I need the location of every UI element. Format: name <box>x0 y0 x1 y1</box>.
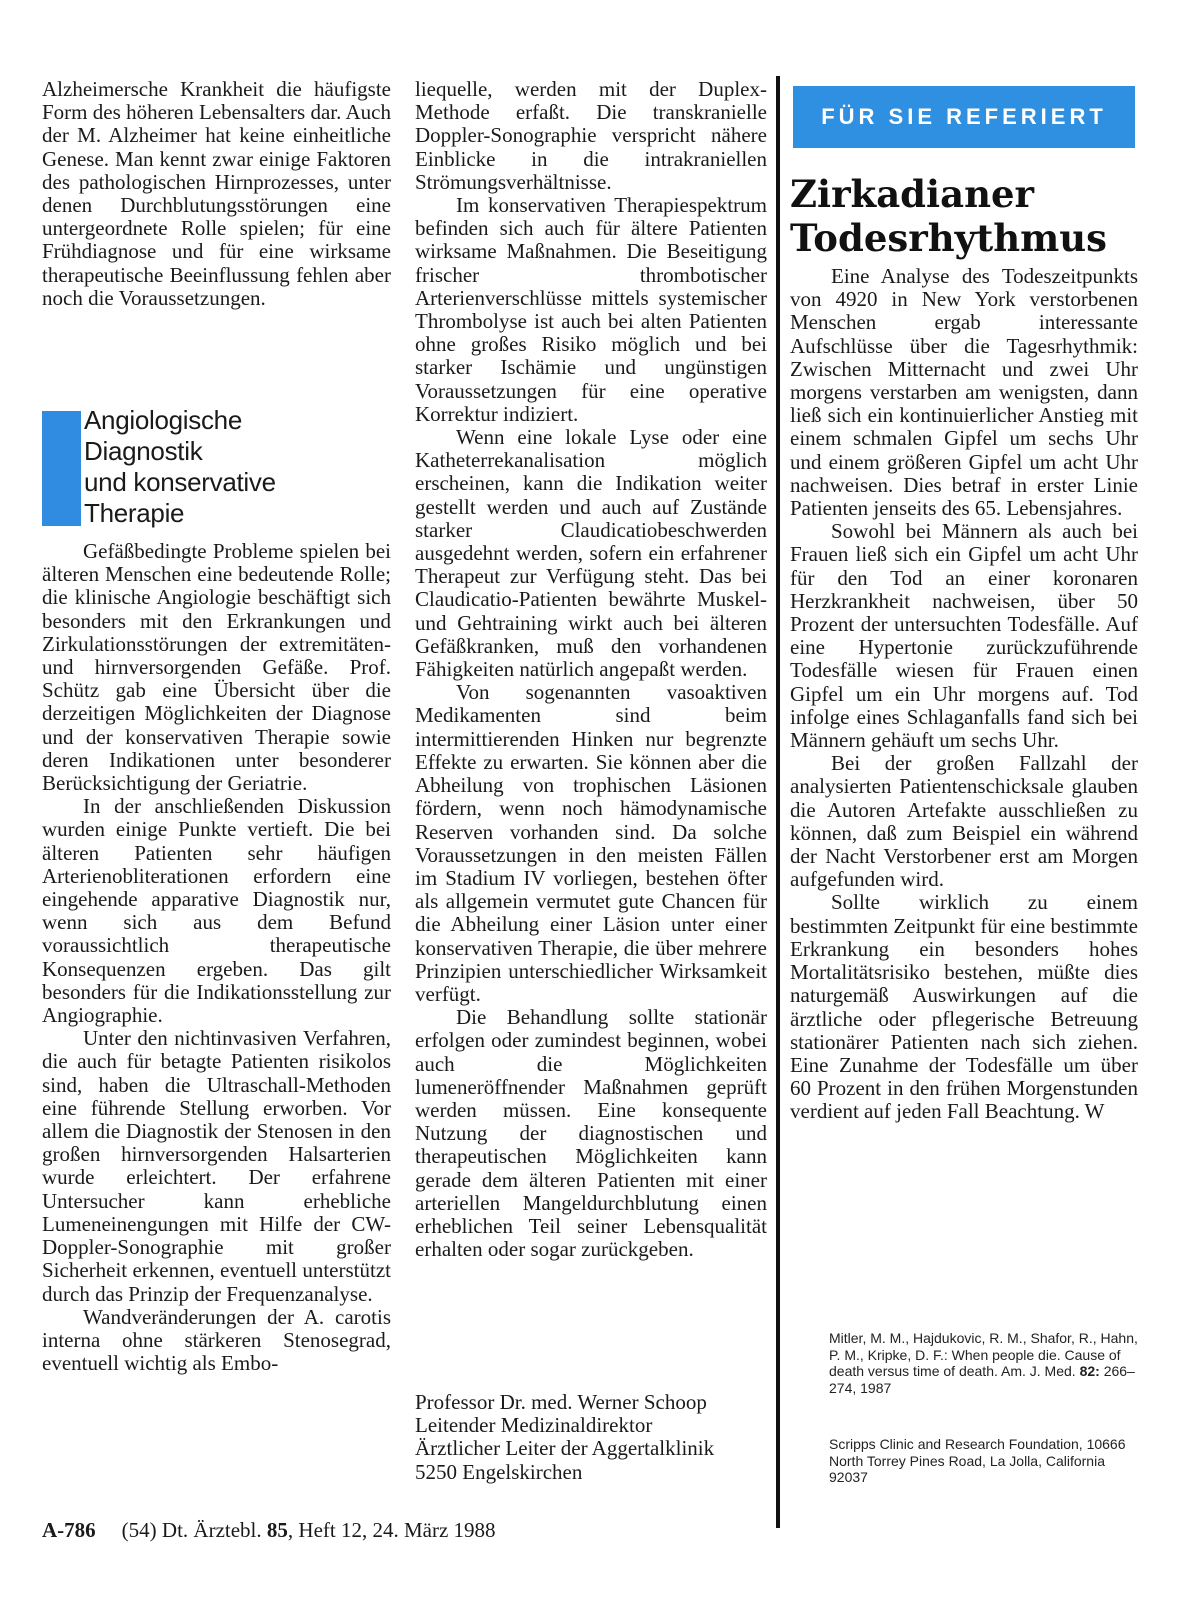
signature-line: Professor Dr. med. Werner Schoop <box>415 1390 707 1414</box>
body-paragraph: Von sogenannten vasoaktiven Medikamenten sind beim intermittierenden Hinken nur begrenzte Effekte zu erwarten. Sie können aber die Abheilung von trophischen Läsionen fördern, wenn noch hämodynamische Reserven vorhanden sind. Da solche Voraussetzungen in den meisten Fällen im Stadium IV vorliegen, bestehen öfter als allgemein vermutet gute Chancen für die Abheilung einer Läsion unter einer konservativen Therapie, die über mehrere Prinzipien unterschiedlicher Wirksamkeit verfügt. <box>415 680 767 1006</box>
reference-address: Scripps Clinic and Research Foundation, 10666 North Torrey Pines Road, La Jolla, California 92037 <box>829 1436 1126 1485</box>
body-paragraph: Bei der großen Fallzahl der analysierten Patientenschicksale glauben die Autoren Artefakte ausschließen zu können, daß zum Beispiel ein während der Nacht Verstorbener erst am Morgen aufgefunden wird. <box>790 751 1138 892</box>
article-headline <box>790 172 1140 260</box>
section-title-line: und konservative <box>84 467 276 497</box>
body-paragraph: Im konservativen Therapiespektrum befinden sich auch für ältere Patienten wirksame Maßnahmen. Die Beseitigung frischer thrombotischer Arterienverschlüsse mittels systemischer Thrombolyse ist auch bei alten Patienten ohne großes Risiko möglich und bei starker Ischämie und ungünstigen Voraussetzungen für eine operative Korrektur indiziert. <box>415 193 767 426</box>
signature-line: Leitender Medizinaldirektor <box>415 1413 653 1438</box>
body-paragraph: Wandveränderungen der A. carotis interna ohne stärkeren Stenosegrad, eventuell wichtig als Embo- <box>42 1304 391 1376</box>
journal-volume: 85 <box>266 1518 288 1542</box>
issue-date: , Heft 12, 24. März 1988 <box>287 1518 496 1542</box>
issue-number: (54) <box>121 1518 157 1542</box>
body-paragraph: In der anschließenden Diskussion wurden einige Punkte vertieft. Die bei älteren Patienten sehr häufigen Arterienobliterationen erfordern eine eingehende apparative Diagnostik nur, wenn sich aus dem Befund voraussichtlich therapeutische Konsequenzen ergeben. Das gilt besonders für die Indikationsstellung zur Angiographie. <box>42 794 391 1028</box>
body-paragraph: Sollte wirklich zu einem bestimmten Zeitpunkt für eine bestimmte Erkrankung ein besonders hohes Mortalitätsrisiko bestehen, müßte dies naturgemäß Auswirkungen auf die ärztliche oder pflegerische Betreuung stationärer Patienten nach sich ziehen. Eine Zunahme der Todesfälle um über 60 Prozent in den frühen Morgenstunden verdient auf jeden Fall Beachtung. W <box>790 890 1138 1124</box>
column-2 <box>415 78 767 1261</box>
column-1-body <box>42 540 391 1375</box>
citation-text: Mitler, M. M., Hajdukovic, R. M., Shafor, R., Hahn, P. M., Kripke, D. F.: When people die. Cause of death versus time of death. Am. J. Med. <box>829 1330 1138 1379</box>
body-paragraph: Wenn eine lokale Lyse oder eine Katheterrekanalisation möglich erscheinen, kann die Indikation weiter gestellt werden und auch auf Zustände starker Claudicatiobeschwerden ausgedehnt werden, sofern ein erfahrener Therapeut zur Verfügung steht. Das bei Claudicatio-Patienten bewährte Muskel- und Gehtraining wirkt auch bei älteren Gefäßkranken, muß den vorhandenen Fähigkeiten natürlich angepaßt werden. <box>415 425 767 682</box>
column-divider <box>776 76 780 1528</box>
section-title-line: Angiologische <box>84 405 242 435</box>
citation-volume: 82: <box>1079 1363 1100 1379</box>
section-title <box>84 405 276 529</box>
body-paragraph: Gefäßbedingte Probleme spielen bei älteren Menschen eine bedeutende Rolle; die klinische Angiologie beschäftigt sich besonders mit den Erkrankungen und Zirkulationsstörungen der extremitäten- und hirnversorgenden Gefäße. Prof. Schütz gab eine Übersicht über die derzeitigen Möglichkeiten der Diagnose und der konservativen Therapie sowie deren Indikationen unter besonderer Berücksichtigung der Geriatrie. <box>42 539 391 796</box>
body-paragraph: Sowohl bei Männern als auch bei Frauen ließ sich ein Gipfel um acht Uhr für den Tod an einer koronaren Herzkrankheit nachweisen, über 50 Prozent der untersuchten Todesfälle. Auf eine Hypertonie zurückzuführende Todesfälle wiesen für Frauen einen Gipfel um ein Uhr morgens auf. Tod infolge eines Schlaganfalls fand sich bei Männern gehäuft um sechs Uhr. <box>790 519 1138 753</box>
body-paragraph: Die Behandlung sollte stationär erfolgen oder zumindest beginnen, wobei auch die Möglichkeiten lumeneröffnender Maßnahmen geprüft werden müssen. Eine konsequente Nutzung der diagnostischen und therapeutischen Möglichkeiten kann gerade dem älteren Patienten mit einer arteriellen Mangeldurchblutung einen erheblichen Teil seiner Lebensqualität erhalten oder sogar zurückgeben. <box>415 1005 767 1262</box>
section-accent-bar <box>42 411 81 526</box>
body-paragraph: Eine Analyse des Todeszeitpunkts von 4920 in New York verstorbenen Menschen ergab interessante Aufschlüsse über die Tagesrhythmik: Zwischen Mitternacht und zwei Uhr morgens verstarben am wenigsten, dann ließ sich ein kontinuierlicher Anstieg mit einem schmalen Gipfel um sechs Uhr und einem größeren Gipfel um acht Uhr nachweisen. Dies betraf in erster Linie Patienten jenseits des 65. Lebensjahres. <box>790 264 1138 521</box>
signature-line: Ärztlicher Leiter der Aggertalklinik <box>415 1436 715 1461</box>
intro-paragraph: Alzheimersche Krankheit die häufigste Form des höheren Lebensalters dar. Auch der M. Alzheimer hat keine einheitliche Genese. Man kennt zwar einige Faktoren des pathologischen Hirnprozesses, unter denen Durchblutungsstörungen eine untergeordnete Rolle spielen; für eine Frühdiagnose und für eine wirksame therapeutische Beeinflussung fehlen aber noch die Voraussetzungen. <box>42 77 391 310</box>
author-signature <box>415 1391 767 1484</box>
journal-name: Dt. Ärztebl. <box>161 1518 262 1542</box>
headline-line: Zirkadianer <box>790 172 1035 216</box>
signature-line: 5250 Engelskirchen <box>415 1459 583 1484</box>
banner-label: FÜR SIE REFERIERT <box>821 104 1107 129</box>
citation-pages: 266–274, 1987 <box>829 1363 1135 1396</box>
section-title-line: Therapie <box>84 498 185 528</box>
section-banner <box>793 86 1135 148</box>
column-1-top <box>42 78 391 310</box>
section-title-line: Diagnostik <box>84 436 203 466</box>
headline-line: Todesrhythmus <box>790 216 1107 260</box>
body-paragraph: Unter den nichtinvasiven Verfahren, die auch für betagte Patienten risikolos sind, haben die Ultraschall-Methoden eine führende Stellung erworben. Vor allem die Diagnostik der Stenosen in den großen hirnversorgenden Halsarterien wurde erleichtert. Der erfahrene Untersucher kann erhebliche Lumeneinengungen mit Hilfe der CW-Doppler-Sonographie mit großer Sicherheit erkennen, eventuell unterstützt durch das Prinzip der Frequenzanalyse. <box>42 1026 391 1306</box>
page-number: A-786 <box>42 1518 96 1542</box>
page-footer <box>42 1518 496 1543</box>
section-heading <box>42 405 391 528</box>
column-3 <box>790 265 1138 1124</box>
body-paragraph: liequelle, werden mit der Duplex-Methode erfaßt. Die transkranielle Doppler-Sonographie verspricht nähere Einblicke in die intrakraniellen Strömungsverhältnisse. <box>415 77 767 194</box>
reference-citation <box>829 1330 1141 1396</box>
